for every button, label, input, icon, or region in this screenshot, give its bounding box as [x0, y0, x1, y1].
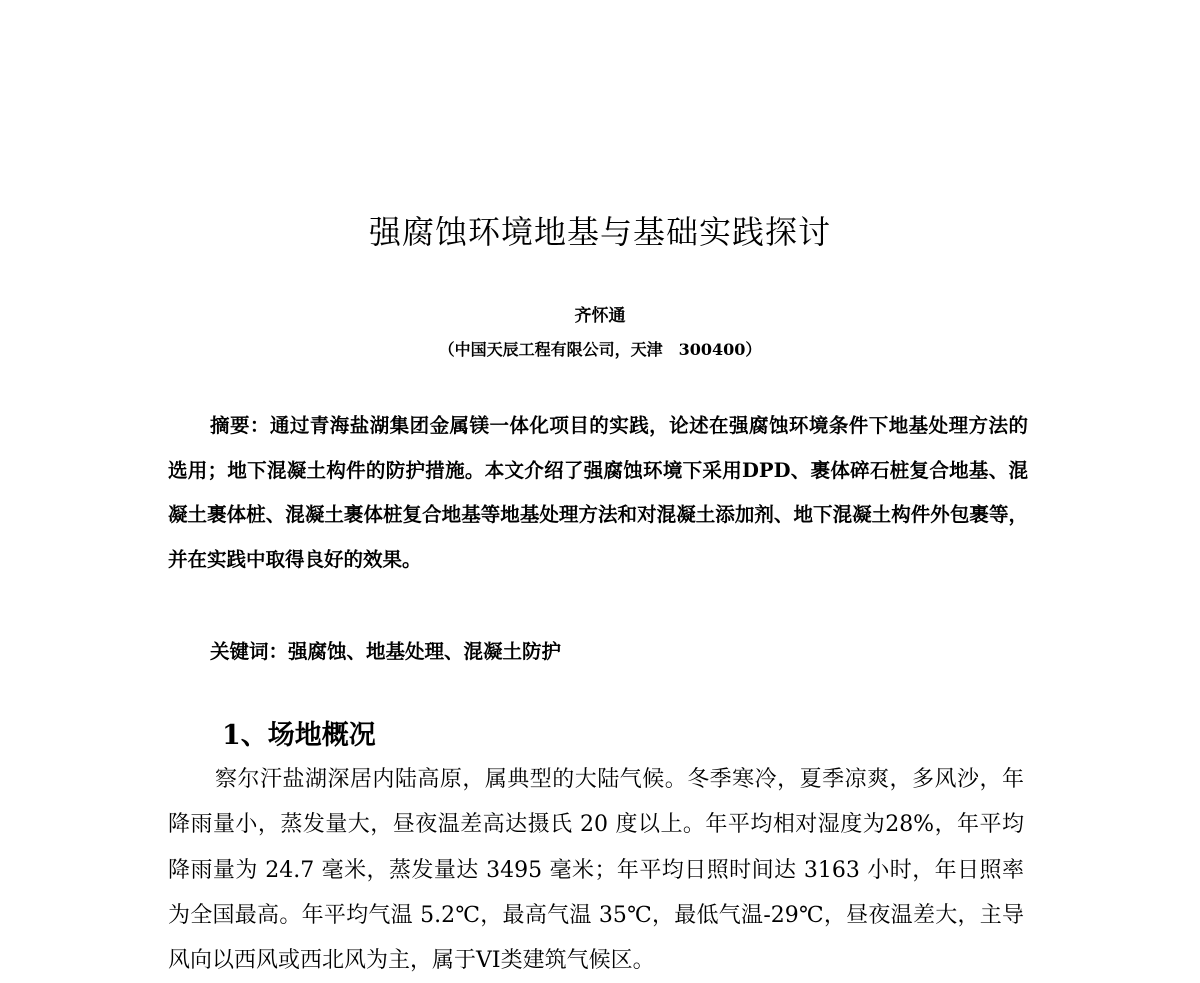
keywords-line: 关键词：强腐蚀、地基处理、混凝土防护 [210, 640, 562, 663]
paper-title: 强腐蚀环境地基与基础实践探讨 [368, 213, 831, 251]
author-affiliation: （中国天辰工程有限公司，天津 300400） [438, 340, 762, 359]
abstract-paragraph: 摘要：通过青海盐湖集团金属镁一体化项目的实践，论述在强腐蚀环境条件下地基处理方法的选用；地下混凝土构件的防护措施。本文介绍了强腐蚀环境下采用DPD、裹体碎石桩复合地基、混凝土裹体桩、混凝土裹体桩复合地基等地基处理方法和对混凝土添加剂、地下混凝土构件外包裹等，并在实践中取得良好的效果。 [168, 414, 1028, 571]
section-body-paragraph: 察尔汗盐湖深居内陆高原，属典型的大陆气候。冬季寒冷，夏季凉爽，多风沙，年降雨量小，蒸发量大，昼夜温差高达摄氏 20 度以上。年平均相对湿度为28%，年平均降雨量为 24.7 毫米，蒸发量达 3495 毫米；年平均日照时间达 3163 小时，年日照率为全国最高。年平均气温 5.2℃，最高气温 35℃，最低气温-29℃，昼夜温差大，主导风向以西风或西北风为主，属于VI类建筑气候区。 [168, 767, 1024, 974]
author-name: 齐怀通 [574, 306, 626, 326]
section-heading: 1、场地概况 [222, 720, 376, 751]
